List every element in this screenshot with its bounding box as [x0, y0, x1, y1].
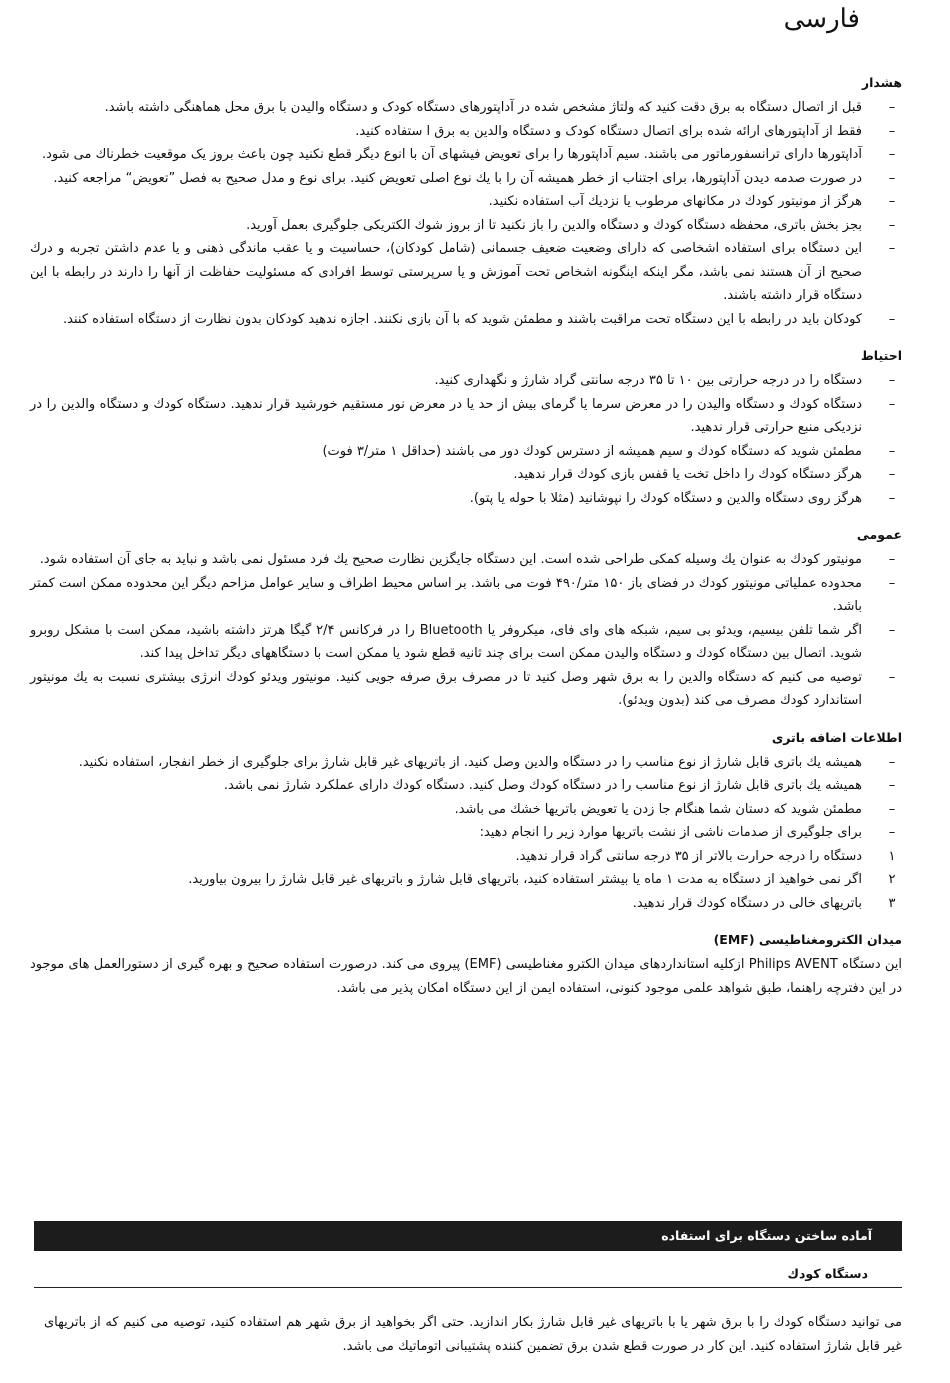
list-item-text: اگر نمی خواهید از دستگاه به مدت ۱ ماه یا بیشتر استفاده کنید، باتریهای قابل شارژ و باتریهای غیر قابل شارژ را بیرون بیاورید. [188, 872, 862, 887]
list-item-text: آداپتورها دارای ترانسفورماتور می باشند. سیم آداپتورها را برای تعویض فیشهای آن با انوع دیگر قطع نکنید چون باعث بروز یک موقعیت خطرناك می شود. [41, 147, 862, 162]
list-item-text: برای جلوگیری از صدمات ناشی از نشت باتریها موارد زیر را انجام دهید: [479, 825, 862, 840]
list-item [30, 774, 902, 798]
list-item [30, 143, 902, 167]
list-item-text: دستگاه را درجه حرارت بالاتر از ۳۵ درجه سانتی گراد قرار ندهید. [515, 848, 862, 864]
list-item-text: محدوده عملیاتی مونیتور کودك در فضای باز ۱۵۰ متر/۴۹۰ فوت می باشد. بر اساس محیط اطراف و سایر عوامل مزاحم دیگر این محدوده ممکن است کمتر باشد. [30, 575, 862, 614]
language-title: فارسی [783, 4, 860, 34]
list-item-text: هرگز از مونیتور کودك در مکانهای مرطوب یا نزدیك آب استفاده نکنید. [488, 194, 862, 209]
list-item-text: توصیه می کنیم که دستگاه والدین را به برق شهر وصل کنید تا در مصرف برق صرفه جویی کنید. مونیتور ویدئو کودك انرژی بیشتری نسبت به یك مونیتور استاندارد کودك مصرف می کند (بدون ویدئو). [30, 669, 862, 708]
list-item-text: مطمئن شوید که دستگاه کودك و سیم همیشه از دسترس کودك دور می باشند (حداقل ۱ متر/۳ فوت) [322, 443, 862, 459]
list-bullet: – [888, 147, 896, 162]
list-item [30, 666, 902, 713]
list-item-text: در صورت صدمه دیدن آداپتورها، برای اجتناب از خطر همیشه آن را با یك نوع اصلی تعویض کنید. برای نوع و مدل صحیح به فصل ”تعویض“ مراجعه کنید. [53, 170, 862, 186]
baby-unit-heading: دستگاه کودك [787, 1266, 868, 1281]
section-warning [30, 72, 902, 331]
list-bullet: – [888, 123, 896, 139]
list-item [30, 821, 902, 845]
section-heading-general: عمومی [856, 527, 902, 542]
list-item [30, 96, 902, 120]
list-bullet: – [888, 170, 896, 186]
section-heading-battery: اطلاعات اضافه باتری [771, 729, 902, 745]
list-bullet: – [888, 622, 896, 638]
baby-unit-paragraph: می توانید دستگاه کودك را با برق شهر یا با باتریهای غیر قابل شارژ بکار اندازید. حتی اگر بخواهید از برق شهر هم استفاده کنید، توصیه می کنیم که از باتریهای غیر قابل شارژ استفاده کنید. این کار در صورت قطع شدن برق تضمین کننده پشتیبانی اتوماتیك می باشد. [44, 1315, 902, 1354]
section-heading-warning: هشدار [861, 75, 902, 90]
list-bullet: – [888, 669, 896, 685]
list-item-text: باتریهای خالی در دستگاه کودك قرار ندهید. [632, 895, 862, 911]
list-item-text: هرگز دستگاه کودك را داخل تخت یا قفس بازی کودك قرار ندهید. [513, 467, 862, 482]
divider-line [34, 1287, 902, 1288]
list-bullet: ۳ [888, 895, 896, 911]
list-bullet: – [888, 241, 896, 256]
list-item [30, 892, 902, 916]
list-bullet: – [888, 311, 896, 327]
list-bullet: – [888, 575, 896, 591]
list-item [30, 463, 902, 487]
list-item [30, 167, 902, 191]
list-item [30, 440, 902, 464]
list-item-text: کودکان باید در رابطه با این دستگاه تحت مراقبت باشند و مطمئن شوید که با آن بازی نکنند. اجازه ندهید کودکان بدون نظارت از دستگاه استفاده کنند. [63, 311, 862, 327]
list-item-text: قبل از اتصال دستگاه به برق دقت کنید که ولتاژ مشخص شده در آداپتورهای دستگاه کودک و دستگاه والیدن با برق محل هماهنگی داشته باشد. [104, 100, 862, 115]
list-bullet: – [888, 467, 896, 482]
section-battery [30, 727, 902, 916]
list-item [30, 572, 902, 619]
list-item [30, 214, 902, 238]
battery-list [30, 751, 902, 916]
manual-content [30, 72, 902, 1015]
list-bullet: – [888, 396, 896, 412]
list-item [30, 308, 902, 332]
warning-list [30, 96, 902, 331]
list-item [30, 798, 902, 822]
list-item-text: مونیتور کودك به عنوان یك وسیله کمکی طراحی شده است. این دستگاه جایگزین نظارت صحیح یك فرد مسئول نمی باشد و نباید به جای آن استفاده شود. [39, 552, 862, 567]
section-emf [30, 929, 902, 1001]
list-item [30, 845, 902, 869]
list-item [30, 190, 902, 214]
list-bullet: – [888, 778, 896, 793]
list-item [30, 868, 902, 892]
list-item-text: بجز بخش باتری، محفظه دستگاه کودك و دستگاه والدین را باز نکنید تا از بروز شوك الکتریکی جلوگیری بعمل آورید. [246, 217, 862, 233]
list-bullet: ۱ [888, 848, 896, 864]
general-list [30, 548, 902, 713]
caution-list [30, 369, 902, 510]
list-item [30, 120, 902, 144]
emf-paragraph: این دستگاه Philips AVENT ازکلیه استانداردهای میدان الکترو مغناطیسی (EMF) پیروی می کند. درصورت استفاده صحیح و بهره گیری از دستورالعمل های موجود در این دفترچه راهنما، طبق شواهد علمی موجود کنونی، استفاده ایمن از این دستگاه امکان پذیر می باشد. [30, 957, 903, 996]
list-item-text: اگر شما تلفن بیسیم، ویدئو بی سیم، شبکه های وای فای، میکروفر یا Bluetooth را در فرکانس ۲/۴ گیگا هرتز داشته باشید، ممکن است با مشکل روبرو شوید. اتصال بین دستگاه کودك و دستگاه والیدن ممکن است برای چند ثانیه قطع شود یا ممکن است با دستگاههای دیگر تداخل پیدا کند. [30, 622, 862, 661]
list-bullet: – [888, 217, 896, 233]
list-item-text: مطمئن شوید که دستان شما هنگام جا زدن یا تعویض باتریها خشك می باشد. [454, 801, 862, 817]
list-bullet: – [888, 825, 896, 840]
list-item [30, 237, 902, 308]
list-bullet: – [888, 100, 896, 115]
list-bullet: – [888, 194, 896, 209]
list-item [30, 619, 902, 666]
section-general [30, 524, 902, 713]
baby-unit-section [44, 1311, 902, 1359]
list-item-text: هرگز روی دستگاه والدین و دستگاه کودك را نپوشانید (مثلا با حوله یا پتو). [469, 490, 862, 506]
section-caution [30, 345, 902, 510]
section-heading-caution: احتیاط [860, 348, 902, 363]
list-item-text: فقط از آداپتورهای ارائه شده برای اتصال دستگاه کودک و دستگاه والدین به برق ا ستفاده کنید. [355, 123, 862, 139]
list-item [30, 393, 902, 440]
list-bullet: – [888, 801, 896, 817]
list-bullet: – [888, 373, 896, 388]
section-heading-emf: میدان الکترومغناطیسی (EMF) [713, 932, 902, 947]
list-bullet: – [888, 490, 896, 506]
list-item-text: همیشه یك باتری قابل شارژ از نوع مناسب را در دستگاه کودك وصل کنید. دستگاه کودك دارای عملکرد شارژ نمی باشد. [223, 778, 862, 793]
list-bullet: – [888, 552, 896, 567]
list-item [30, 751, 902, 775]
list-item-text: دستگاه را در درجه حرارتی بین ۱۰ تا ۳۵ درجه سانتی گراد شارژ و نگهداری کنید. [434, 373, 862, 388]
list-item-text: دستگاه کودك و دستگاه والیدن را در معرض سرما یا گرمای بیش از حد یا در معرض نور مستقیم خورشید قرار ندهید. دستگاه کودك و دستگاه والدین را در نزدیکی منبع حرارتی قرار ندهید. [30, 396, 862, 435]
list-item [30, 548, 902, 572]
list-item [30, 487, 902, 511]
list-item [30, 369, 902, 393]
section-banner: آماده ساختن دستگاه برای استفاده [34, 1221, 902, 1251]
list-bullet: ۲ [888, 872, 896, 887]
list-bullet: – [888, 443, 896, 459]
list-item-text: این دستگاه برای استفاده اشخاصی که دارای وضعیت ضعیف جسمانی (شامل کودکان)، حساسیت و یا عقب ماندگی ذهنی و یا عدم داشتن تجربه و درك صحیح از آن هستند نمی باشد، مگر اینکه اینگونه اشخاص تحت آموزش و یا سرپرستی توسط افرادی که مسئولیت حفاظت از آنها را دارند در رابطه با این دستگاه قرار داشته باشند. [30, 241, 862, 303]
list-item-text: همیشه یك باتری قابل شارژ از نوع مناسب را در دستگاه والدین وصل کنید. از باتریهای غیر قابل شارژ برای جلوگیری از خطر انفجار، استفاده نکنید. [78, 754, 862, 770]
list-bullet: – [888, 754, 896, 770]
